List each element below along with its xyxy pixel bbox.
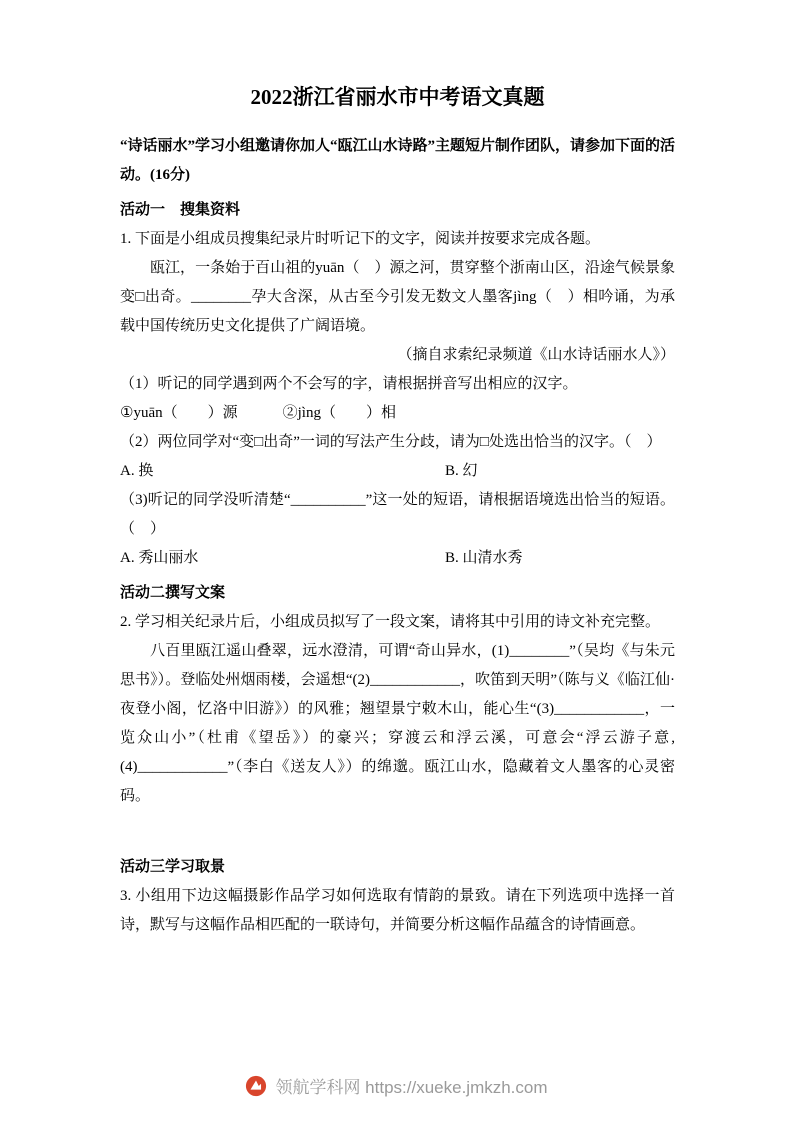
- question-1-1: （1）听记的同学遇到两个不会写的字，请根据拼音写出相应的汉字。: [120, 376, 578, 392]
- site-footer: [0, 1073, 793, 1098]
- activity3-heading: 活动三学习取景: [120, 859, 226, 875]
- question-2: 2. 学习相关纪录片后，小组成员拟写了一段文案，请将其中引用的诗文补充完整。: [120, 614, 661, 630]
- site-logo-icon: [245, 1075, 267, 1097]
- question-1-2-options: [120, 457, 675, 486]
- activity2-heading: 活动二撰写文案: [120, 585, 226, 601]
- option-a: A. 秀山丽水: [120, 550, 199, 566]
- question-1-1-blanks: ①yuān（ ）源 ②jìng（ ）相: [120, 405, 396, 421]
- option-b: B. 幻: [445, 463, 478, 479]
- option-a: A. 换: [120, 463, 154, 479]
- question-3: 3. 小组用下边这幅摄影作品学习如何选取有情韵的景致。请在下列选项中选择一首诗，默写与这幅作品相匹配的一联诗句，并简要分析这幅作品蕴含的诗情画意。: [120, 888, 675, 933]
- footer-site-text: 领航学科网 https://xueke.jmkzh.com: [275, 1078, 548, 1097]
- essay-passage: 八百里瓯江遥山叠翠，远水澄清，可谓“奇山异水，(1)________”（吴均《与朱元思书》）。登临处州烟雨楼，会遥想“(2)____________，吹笛到天明”（陈与义《临江仙·夜登小阁，忆洛中旧游》）的风雅；翘望景宁敕木山，能心生“(3)____________，一览众山小”（杜甫《望岳》）的豪兴；穿渡云和浮云溪，可意会“浮云游子意,(4)____________”（李白《送友人》）的绵邈。瓯江山水，隐藏着文人墨客的心灵密码。: [120, 643, 675, 804]
- listening-passage: 瓯江，一条始于百山祖的yuān（ ）源之河，贯穿整个浙南山区，沿途气候景象变□出奇。________孕大含深，从古至今引发无数文人墨客jìng（ ）相吟诵，为承载中国传统历史文化提供了广阔语境。: [120, 260, 675, 334]
- section-spacer: [120, 811, 675, 847]
- intro-paragraph: “诗话丽水”学习小组邀请你加人“瓯江山水诗路”主题短片制作团队，请参加下面的活动。(16分): [120, 138, 676, 183]
- activity1-heading: 活动一 搜集资料: [120, 202, 241, 218]
- option-b: B. 山清水秀: [445, 550, 523, 566]
- question-1-2: （2）两位同学对“变□出奇”一词的写法产生分歧，请为□处选出恰当的汉字。（ ）: [120, 434, 662, 450]
- question-1: 1. 下面是小组成员搜集纪录片时听记下的文字，阅读并按要求完成各题。: [120, 231, 601, 247]
- question-1-3-options: [120, 544, 675, 573]
- page-title: 2022浙江省丽水市中考语文真题: [250, 85, 545, 109]
- passage-source: （摘自求索纪录频道《山水诗话丽水人》）: [397, 347, 675, 363]
- question-1-3: （3)听记的同学没听清楚“__________”这一处的短语，请根据语境选出恰当的短语。（ ）: [120, 492, 675, 537]
